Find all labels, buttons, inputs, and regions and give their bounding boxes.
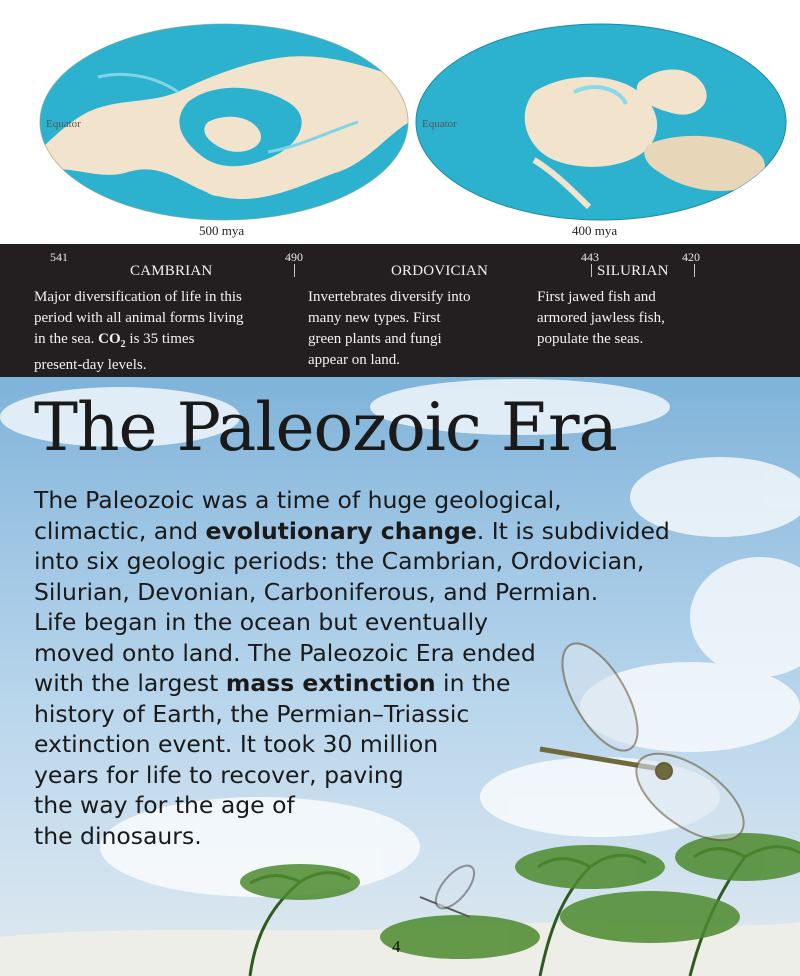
cambrian-description: Major diversification of life in this period with all animal forms living in the sea. $CO_2$ is 35 times present-day levels.: [34, 289, 244, 373]
co2-formula: $CO_2$: [98, 331, 126, 350]
tick-490: 490: [285, 250, 303, 264]
equator-label-1: Equator: [46, 118, 81, 130]
tick-541: 541: [50, 250, 68, 264]
silurian-description: First jawed fish and armored jawless fish, populate the seas.: [537, 289, 665, 347]
term-evolutionary-change: evolutionary change: [205, 516, 477, 545]
tick-443: 443: [581, 250, 599, 264]
map-400-mya: [414, 22, 788, 222]
ordovician-description: Invertebrates diversify into many new types. First green plants and fungi appear on land.: [308, 289, 471, 368]
intro-paragraph: The Paleozoic was a time of huge geological, climactic, and evolutionary change. It is subdivided into six geologic periods: the Cambrian, Ordovician, Silurian, Devonian, Carboniferous, and Permian. Life began in the ocean but eventually moved onto land. The Paleozoic Era ended with the largest mass extinction in the history of Earth, the Permian–Triassic extinction event. It took 30 million years for life to recover, paving the way for the age of the dinosaurs.: [34, 486, 670, 850]
period-cambrian: CAMBRIAN: [130, 263, 213, 279]
map-500-mya: [38, 22, 410, 222]
geologic-timeline: [0, 244, 800, 377]
map-caption-1: 500 mya: [199, 223, 245, 238]
page-number: 4: [392, 937, 401, 956]
period-divider-3: |: [693, 262, 697, 278]
term-mass-extinction: mass extinction: [225, 669, 436, 697]
paleozoic-hero: [0, 377, 800, 976]
period-divider-2: |: [590, 262, 594, 278]
equator-label-2: Equator: [422, 118, 457, 130]
page-title: The Paleozoic Era: [34, 389, 617, 466]
paleo-maps: [0, 0, 800, 244]
period-silurian: SILURIAN: [597, 263, 669, 279]
period-ordovician: ORDOVICIAN: [391, 263, 488, 279]
map-caption-2: 400 mya: [572, 223, 618, 238]
period-divider-1: |: [293, 262, 297, 278]
tick-420: 420: [682, 250, 700, 264]
